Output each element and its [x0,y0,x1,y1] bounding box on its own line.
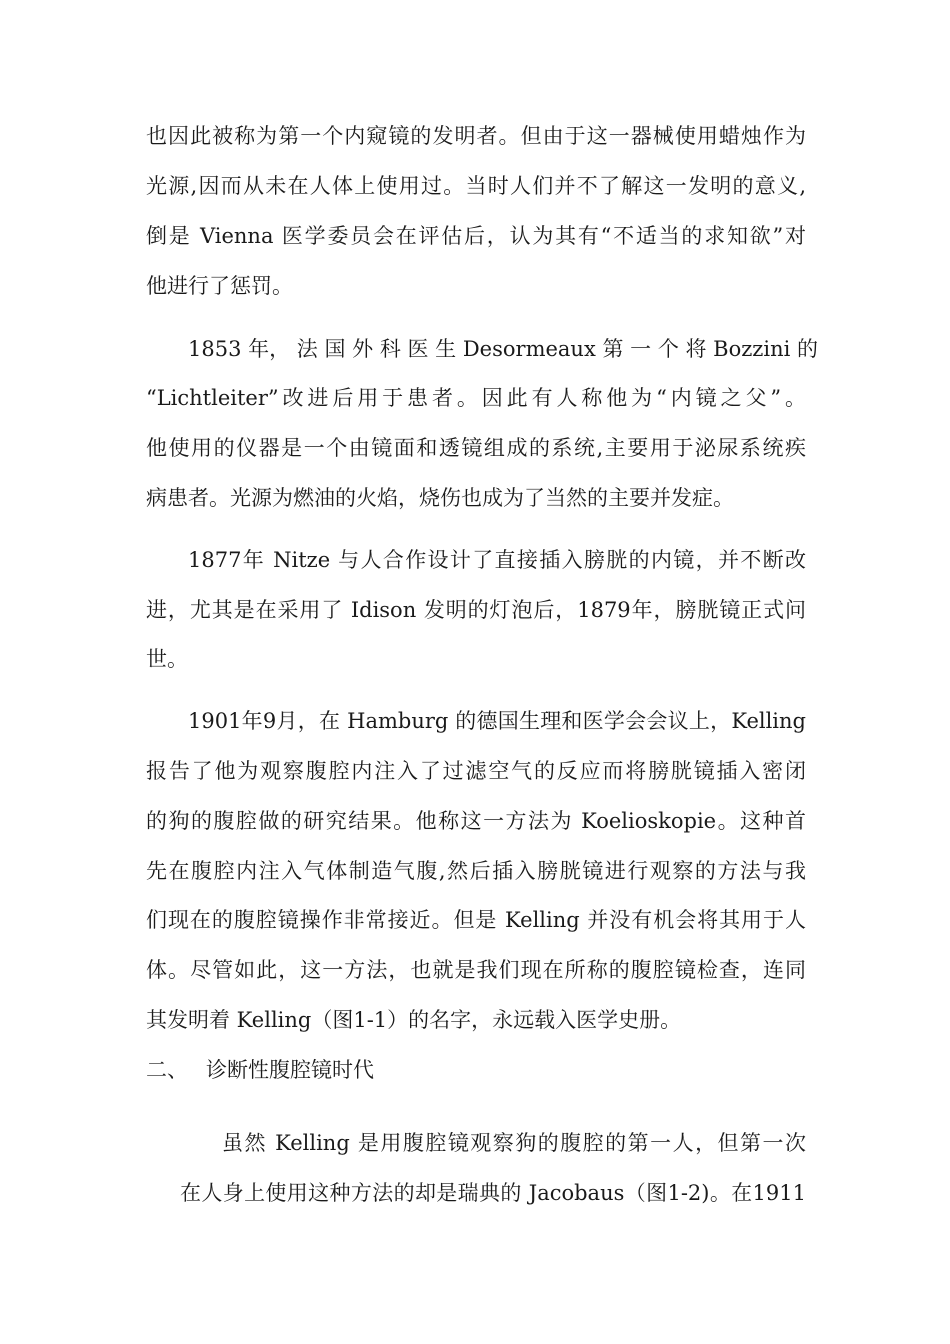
paragraph-4-line-4: 先在腹腔内注入气体制造气腹,然后插入膀胱镜进行观察的方法与我 [146,859,806,883]
paragraph-4-line-5: 们现在的腹腔镜操作非常接近。但是 Kelling 并没有机会将其用于人 [146,908,806,932]
paragraph-1-line-1: 也因此被称为第一个内窥镜的发明者。但由于这一器械使用蜡烛作为 [146,124,806,148]
section-number: 二、 [146,1058,188,1082]
paragraph-2-line-4: 病患者。光源为燃油的火焰，烧伤也成为了当然的主要并发症。 [146,486,734,510]
paragraph-2-line-2: “Lichtleiter”改进后用于患者。因此有人称他为“内镜之父”。 [146,386,806,410]
paragraph-4-line-7: 其发明着 Kelling（图1-1）的名字，永远载入医学史册。 [146,1008,682,1032]
paragraph-5-line-1: 虽然 Kelling 是用腹腔镜观察狗的腹腔的第一人，但第一次 [222,1131,806,1155]
paragraph-3-line-2: 进，尤其是在采用了 Idison 发明的灯泡后，1879年，膀胱镜正式问 [146,598,806,622]
paragraph-2-line-3: 他使用的仪器是一个由镜面和透镜组成的系统,主要用于泌尿系统疾 [146,436,806,460]
paragraph-1-line-2: 光源,因而从未在人体上使用过。当时人们并不了解这一发明的意义, [146,174,806,198]
paragraph-3-line-1: 1877年 Nitze 与人合作设计了直接插入膀胱的内镜，并不断改 [188,548,806,572]
paragraph-1-line-3: 倒是 Vienna 医学委员会在评估后，认为其有“不适当的求知欲”对 [146,224,806,248]
paragraph-2-line-1: 1853 年， 法 国 外 科 医 生 Desormeaux 第 一 个 将 Bozzini 的 [188,337,819,361]
paragraph-1-line-4: 他进行了惩罚。 [146,274,293,298]
section-title: 诊断性腹腔镜时代 [206,1058,374,1082]
paragraph-4-line-1: 1901年9月，在 Hamburg 的德国生理和医学会会议上，Kelling [188,709,806,733]
paragraph-5-line-2: 在人身上使用这种方法的却是瑞典的 Jacobaus（图1-2)。在1911 [180,1181,806,1205]
paragraph-4-line-2: 报告了他为观察腹腔内注入了过滤空气的反应而将膀胱镜插入密闭 [146,759,806,783]
paragraph-4-line-3: 的狗的腹腔做的研究结果。他称这一方法为 Koelioskopie。这种首 [146,809,806,833]
paragraph-3-line-3: 世。 [146,647,188,671]
section-heading [146,1056,374,1084]
paragraph-4-line-6: 体。尽管如此，这一方法，也就是我们现在所称的腹腔镜检查，连同 [146,958,806,982]
